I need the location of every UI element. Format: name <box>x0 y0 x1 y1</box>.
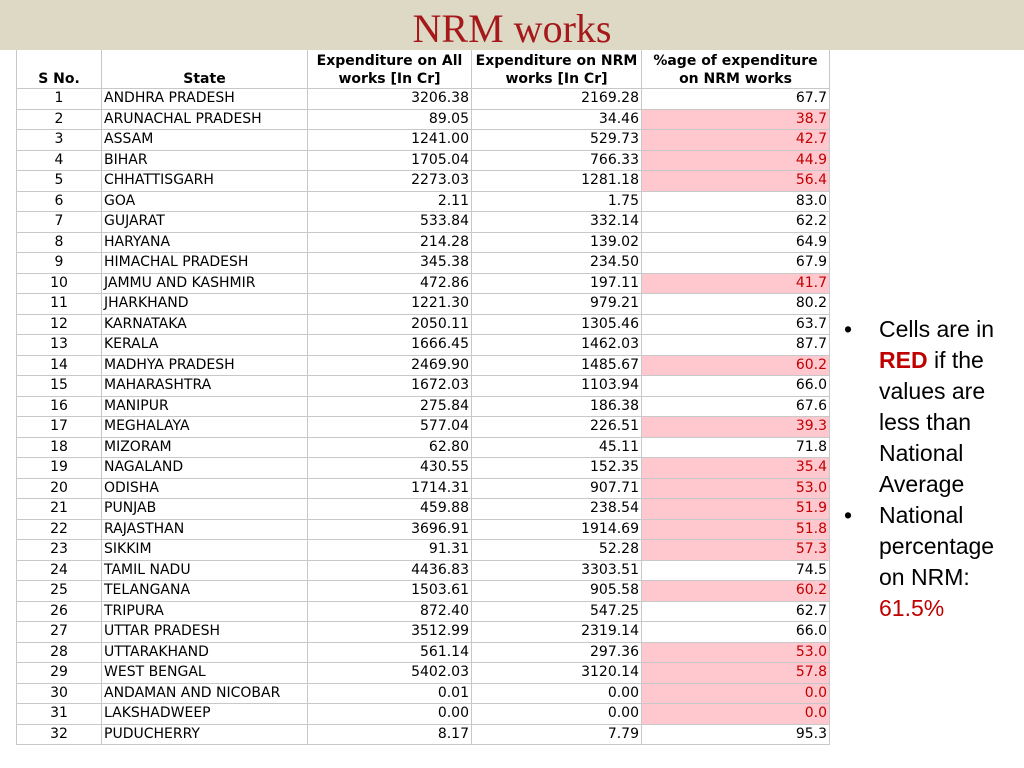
cell-exp-all: 0.00 <box>308 704 472 725</box>
cell-sno: 23 <box>17 540 102 561</box>
table-row <box>17 335 830 356</box>
table-row <box>17 642 830 663</box>
cell-exp-nrm: 226.51 <box>472 417 642 438</box>
table-row <box>17 273 830 294</box>
table-row <box>17 704 830 725</box>
cell-exp-nrm: 1103.94 <box>472 376 642 397</box>
table-row <box>17 437 830 458</box>
cell-state: ANDAMAN AND NICOBAR <box>102 683 308 704</box>
cell-exp-all: 3206.38 <box>308 89 472 110</box>
cell-state: SIKKIM <box>102 540 308 561</box>
cell-sno: 12 <box>17 314 102 335</box>
cell-pct: 71.8 <box>642 437 830 458</box>
table-row <box>17 417 830 438</box>
cell-exp-nrm: 529.73 <box>472 130 642 151</box>
cell-exp-nrm: 152.35 <box>472 458 642 479</box>
cell-exp-nrm: 979.21 <box>472 294 642 315</box>
cell-state: GUJARAT <box>102 212 308 233</box>
cell-sno: 10 <box>17 273 102 294</box>
cell-sno: 32 <box>17 724 102 745</box>
header-exp-nrm: Expenditure on NRM works [In Cr] <box>472 50 642 89</box>
cell-exp-nrm: 2319.14 <box>472 622 642 643</box>
cell-state: ODISHA <box>102 478 308 499</box>
cell-state: LAKSHADWEEP <box>102 704 308 725</box>
cell-exp-nrm: 238.54 <box>472 499 642 520</box>
cell-pct: 53.0 <box>642 478 830 499</box>
cell-state: MIZORAM <box>102 437 308 458</box>
table-row <box>17 396 830 417</box>
cell-pct: 0.0 <box>642 683 830 704</box>
cell-exp-nrm: 45.11 <box>472 437 642 458</box>
cell-state: NAGALAND <box>102 458 308 479</box>
cell-sno: 17 <box>17 417 102 438</box>
table-row <box>17 601 830 622</box>
cell-sno: 27 <box>17 622 102 643</box>
cell-state: UTTAR PRADESH <box>102 622 308 643</box>
cell-pct: 57.3 <box>642 540 830 561</box>
cell-exp-all: 430.55 <box>308 458 472 479</box>
cell-sno: 11 <box>17 294 102 315</box>
cell-exp-all: 459.88 <box>308 499 472 520</box>
cell-sno: 19 <box>17 458 102 479</box>
page-title: NRM works <box>412 6 612 51</box>
cell-state: HIMACHAL PRADESH <box>102 253 308 274</box>
note-text: Cells are in <box>879 316 995 342</box>
cell-state: TAMIL NADU <box>102 560 308 581</box>
bullet-icon: • <box>844 502 853 528</box>
cell-state: KARNATAKA <box>102 314 308 335</box>
cell-sno: 7 <box>17 212 102 233</box>
cell-pct: 51.9 <box>642 499 830 520</box>
cell-exp-all: 214.28 <box>308 232 472 253</box>
cell-exp-nrm: 186.38 <box>472 396 642 417</box>
cell-pct: 51.8 <box>642 519 830 540</box>
cell-exp-nrm: 297.36 <box>472 642 642 663</box>
table-header-row <box>17 50 830 89</box>
cell-state: ASSAM <box>102 130 308 151</box>
cell-pct: 83.0 <box>642 191 830 212</box>
cell-exp-all: 89.05 <box>308 109 472 130</box>
national-average-value: 61.5% <box>879 595 945 621</box>
cell-sno: 9 <box>17 253 102 274</box>
cell-sno: 13 <box>17 335 102 356</box>
cell-exp-nrm: 3303.51 <box>472 560 642 581</box>
table-row <box>17 253 830 274</box>
cell-pct: 39.3 <box>642 417 830 438</box>
cell-exp-all: 533.84 <box>308 212 472 233</box>
cell-state: JHARKHAND <box>102 294 308 315</box>
note-text: National percentage on NRM: <box>879 502 995 590</box>
cell-state: CHHATTISGARH <box>102 171 308 192</box>
cell-pct: 66.0 <box>642 376 830 397</box>
cell-state: PUNJAB <box>102 499 308 520</box>
cell-state: RAJASTHAN <box>102 519 308 540</box>
cell-pct: 66.0 <box>642 622 830 643</box>
cell-pct: 67.7 <box>642 89 830 110</box>
cell-state: BIHAR <box>102 150 308 171</box>
cell-sno: 25 <box>17 581 102 602</box>
nrm-table <box>16 50 830 745</box>
cell-exp-nrm: 3120.14 <box>472 663 642 684</box>
cell-exp-all: 872.40 <box>308 601 472 622</box>
cell-state: KERALA <box>102 335 308 356</box>
cell-exp-nrm: 766.33 <box>472 150 642 171</box>
table-row <box>17 499 830 520</box>
cell-pct: 41.7 <box>642 273 830 294</box>
cell-state: TELANGANA <box>102 581 308 602</box>
cell-state: UTTARAKHAND <box>102 642 308 663</box>
cell-exp-all: 275.84 <box>308 396 472 417</box>
note-bullet-red-cells <box>842 314 1018 500</box>
cell-exp-nrm: 1462.03 <box>472 335 642 356</box>
cell-state: MAHARASHTRA <box>102 376 308 397</box>
cell-pct: 35.4 <box>642 458 830 479</box>
table-row <box>17 314 830 335</box>
cell-state: ARUNACHAL PRADESH <box>102 109 308 130</box>
cell-pct: 0.0 <box>642 704 830 725</box>
cell-exp-nrm: 0.00 <box>472 683 642 704</box>
table-row <box>17 130 830 151</box>
cell-pct: 80.2 <box>642 294 830 315</box>
cell-exp-all: 2273.03 <box>308 171 472 192</box>
cell-exp-nrm: 0.00 <box>472 704 642 725</box>
cell-sno: 18 <box>17 437 102 458</box>
cell-pct: 67.6 <box>642 396 830 417</box>
cell-pct: 63.7 <box>642 314 830 335</box>
cell-pct: 74.5 <box>642 560 830 581</box>
cell-sno: 21 <box>17 499 102 520</box>
cell-exp-nrm: 197.11 <box>472 273 642 294</box>
table-row <box>17 724 830 745</box>
cell-exp-all: 472.86 <box>308 273 472 294</box>
cell-state: GOA <box>102 191 308 212</box>
cell-sno: 15 <box>17 376 102 397</box>
table-row <box>17 171 830 192</box>
cell-state: PUDUCHERRY <box>102 724 308 745</box>
table-row <box>17 376 830 397</box>
cell-exp-all: 0.01 <box>308 683 472 704</box>
cell-pct: 62.2 <box>642 212 830 233</box>
cell-sno: 24 <box>17 560 102 581</box>
table-row <box>17 581 830 602</box>
cell-exp-all: 8.17 <box>308 724 472 745</box>
cell-sno: 2 <box>17 109 102 130</box>
cell-exp-nrm: 234.50 <box>472 253 642 274</box>
cell-exp-all: 4436.83 <box>308 560 472 581</box>
cell-exp-nrm: 139.02 <box>472 232 642 253</box>
cell-sno: 6 <box>17 191 102 212</box>
cell-exp-all: 1705.04 <box>308 150 472 171</box>
note-text: if the values are less than National Average <box>879 347 986 497</box>
cell-sno: 4 <box>17 150 102 171</box>
notes-panel <box>842 314 1018 624</box>
table-row <box>17 109 830 130</box>
cell-exp-nrm: 905.58 <box>472 581 642 602</box>
cell-exp-nrm: 547.25 <box>472 601 642 622</box>
cell-exp-all: 3512.99 <box>308 622 472 643</box>
cell-state: MANIPUR <box>102 396 308 417</box>
cell-exp-all: 91.31 <box>308 540 472 561</box>
cell-pct: 64.9 <box>642 232 830 253</box>
cell-sno: 22 <box>17 519 102 540</box>
cell-pct: 67.9 <box>642 253 830 274</box>
cell-pct: 57.8 <box>642 663 830 684</box>
cell-exp-nrm: 332.14 <box>472 212 642 233</box>
cell-state: TRIPURA <box>102 601 308 622</box>
cell-exp-nrm: 7.79 <box>472 724 642 745</box>
cell-pct: 95.3 <box>642 724 830 745</box>
cell-pct: 56.4 <box>642 171 830 192</box>
table-row <box>17 191 830 212</box>
cell-sno: 3 <box>17 130 102 151</box>
header-sno: S No. <box>17 50 102 89</box>
cell-state: HARYANA <box>102 232 308 253</box>
cell-pct: 38.7 <box>642 109 830 130</box>
cell-exp-all: 3696.91 <box>308 519 472 540</box>
cell-pct: 42.7 <box>642 130 830 151</box>
cell-exp-nrm: 907.71 <box>472 478 642 499</box>
cell-exp-all: 1666.45 <box>308 335 472 356</box>
cell-exp-all: 345.38 <box>308 253 472 274</box>
table-row <box>17 560 830 581</box>
table-row <box>17 478 830 499</box>
cell-pct: 87.7 <box>642 335 830 356</box>
cell-state: ANDHRA PRADESH <box>102 89 308 110</box>
cell-sno: 16 <box>17 396 102 417</box>
cell-state: WEST BENGAL <box>102 663 308 684</box>
table-row <box>17 355 830 376</box>
cell-exp-all: 1714.31 <box>308 478 472 499</box>
cell-state: JAMMU AND KASHMIR <box>102 273 308 294</box>
table-row <box>17 89 830 110</box>
cell-exp-nrm: 1305.46 <box>472 314 642 335</box>
table-row <box>17 212 830 233</box>
cell-exp-nrm: 34.46 <box>472 109 642 130</box>
header-exp-all: Expenditure on All works [In Cr] <box>308 50 472 89</box>
cell-sno: 14 <box>17 355 102 376</box>
cell-exp-nrm: 1485.67 <box>472 355 642 376</box>
cell-sno: 20 <box>17 478 102 499</box>
table-row <box>17 622 830 643</box>
cell-exp-all: 1241.00 <box>308 130 472 151</box>
table-row <box>17 540 830 561</box>
table-row <box>17 294 830 315</box>
cell-sno: 1 <box>17 89 102 110</box>
cell-exp-all: 62.80 <box>308 437 472 458</box>
cell-exp-all: 2.11 <box>308 191 472 212</box>
table-row <box>17 232 830 253</box>
cell-state: MEGHALAYA <box>102 417 308 438</box>
cell-sno: 8 <box>17 232 102 253</box>
cell-exp-nrm: 1914.69 <box>472 519 642 540</box>
cell-pct: 44.9 <box>642 150 830 171</box>
cell-exp-nrm: 1.75 <box>472 191 642 212</box>
cell-exp-all: 561.14 <box>308 642 472 663</box>
cell-sno: 5 <box>17 171 102 192</box>
cell-exp-all: 1503.61 <box>308 581 472 602</box>
table-row <box>17 683 830 704</box>
cell-exp-all: 5402.03 <box>308 663 472 684</box>
cell-exp-all: 2050.11 <box>308 314 472 335</box>
cell-sno: 31 <box>17 704 102 725</box>
cell-exp-all: 1221.30 <box>308 294 472 315</box>
cell-pct: 60.2 <box>642 581 830 602</box>
cell-exp-nrm: 2169.28 <box>472 89 642 110</box>
cell-exp-all: 2469.90 <box>308 355 472 376</box>
cell-exp-all: 1672.03 <box>308 376 472 397</box>
cell-state: MADHYA PRADESH <box>102 355 308 376</box>
table-row <box>17 458 830 479</box>
table-row <box>17 519 830 540</box>
header-state: State <box>102 50 308 89</box>
cell-sno: 28 <box>17 642 102 663</box>
table-row <box>17 150 830 171</box>
bullet-icon: • <box>844 316 853 342</box>
cell-pct: 53.0 <box>642 642 830 663</box>
table-row <box>17 663 830 684</box>
cell-sno: 29 <box>17 663 102 684</box>
cell-exp-nrm: 52.28 <box>472 540 642 561</box>
cell-pct: 60.2 <box>642 355 830 376</box>
cell-exp-nrm: 1281.18 <box>472 171 642 192</box>
cell-sno: 30 <box>17 683 102 704</box>
cell-pct: 62.7 <box>642 601 830 622</box>
cell-exp-all: 577.04 <box>308 417 472 438</box>
note-bullet-national <box>842 500 1018 624</box>
cell-sno: 26 <box>17 601 102 622</box>
header-pct: %age of expenditure on NRM works <box>642 50 830 89</box>
note-red-word: RED <box>879 347 928 373</box>
